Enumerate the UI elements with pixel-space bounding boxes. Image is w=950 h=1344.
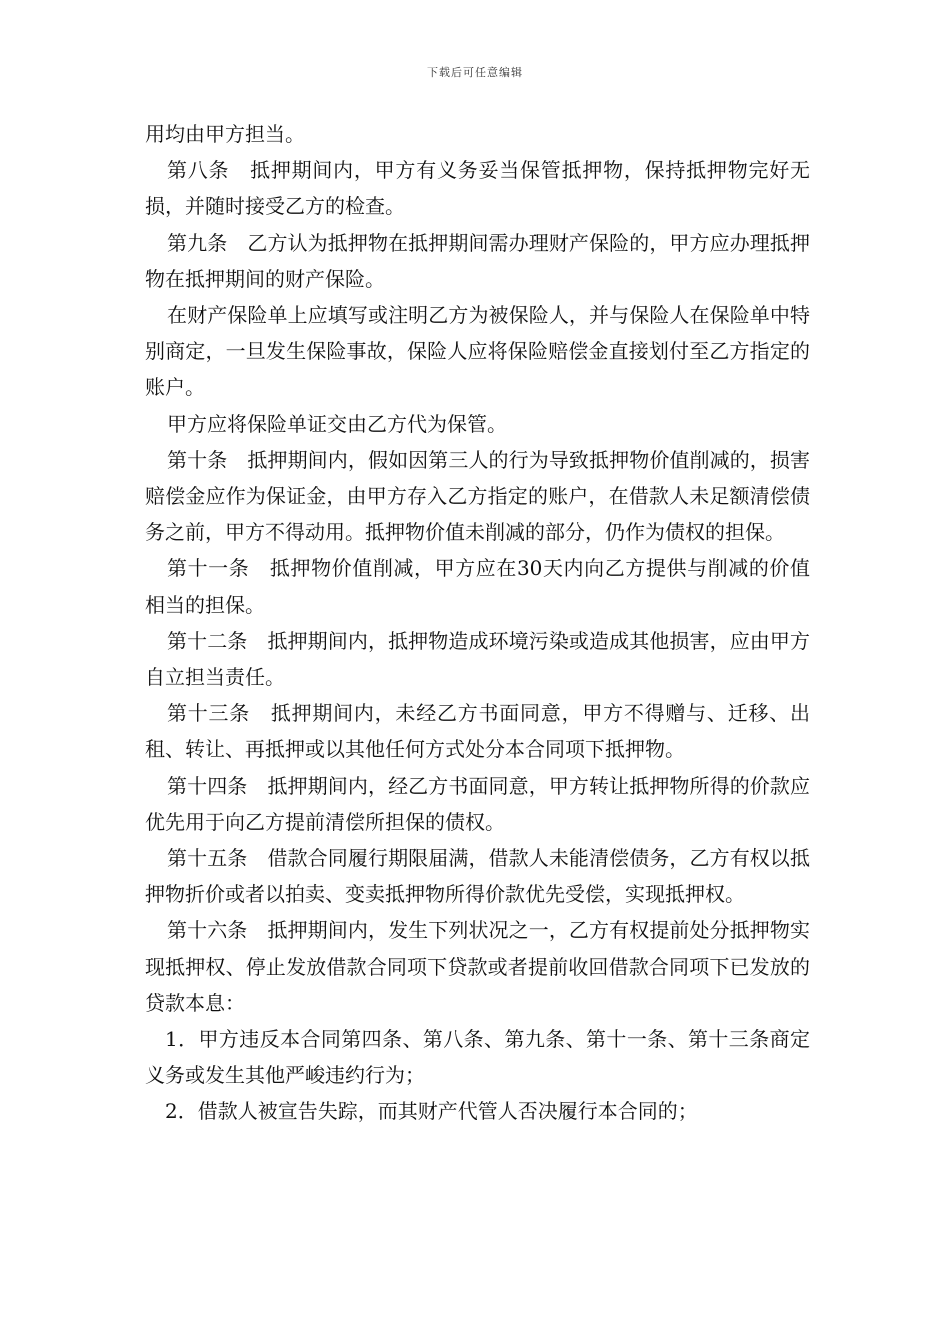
article-10: 第十条 抵押期间内，假如因第三人的行为导致抵押物价值削减的，损害赔偿金应作为保证金，由甲方存入乙方指定的账户，在借款人未足额清偿债务之前，甲方不得动用。抵押物价值未削减的部分，仍作为债权的担保。 xyxy=(145,447,810,545)
article-8: 第八条 抵押期间内，甲方有义务妥当保管抵押物，保持抵押物完好无损，并随时接受乙方的检查。 xyxy=(145,158,810,219)
article-15: 第十五条 借款合同履行期限届满，借款人未能清偿债务，乙方有权以抵押物折价或者以拍卖、变卖抵押物所得价款优先受偿，实现抵押权。 xyxy=(145,846,810,907)
article-9: 第九条 乙方认为抵押物在抵押期间需办理财产保险的，甲方应办理抵押物在抵押期间的财产保险。 xyxy=(145,230,810,291)
list-item-1: 1．甲方违反本合同第四条、第八条、第九条、第十一条、第十三条商定义务或发生其他严峻违约行为； xyxy=(145,1027,810,1088)
article-16: 第十六条 抵押期间内，发生下列状况之一，乙方有权提前处分抵押物实现抵押权、停止发放借款合同项下贷款或者提前收回借款合同项下已发放的贷款本息： xyxy=(145,918,810,1015)
document-body xyxy=(145,116,810,1130)
paragraph-continuation: 用均由甲方担当。 xyxy=(145,122,305,146)
article-12: 第十二条 抵押期间内，抵押物造成环境污染或造成其他损害，应由甲方自立担当责任。 xyxy=(145,628,810,690)
insurance-clause: 在财产保险单上应填写或注明乙方为被保险人，并与保险人在保险单中特别商定，一旦发生保险事故，保险人应将保险赔偿金直接划付至乙方指定的账户。 xyxy=(145,303,810,400)
article-14: 第十四条 抵押期间内，经乙方书面同意，甲方转让抵押物所得的价款应优先用于向乙方提前清偿所担保的债权。 xyxy=(145,773,810,834)
insurance-custody-clause: 甲方应将保险单证交由乙方代为保管。 xyxy=(167,411,507,436)
article-11: 第十一条 抵押物价值削减，甲方应在30天内向乙方提供与削减的价值相当的担保。 xyxy=(145,556,810,617)
list-item-2: 2．借款人被宣告失踪，而其财产代管人否决履行本合同的； xyxy=(165,1099,698,1124)
page-header: 下载后可任意编辑 xyxy=(427,66,523,79)
article-13: 第十三条 抵押期间内，未经乙方书面同意，甲方不得赠与、迁移、出租、转让、再抵押或以其他任何方式处分本合同项下抵押物。 xyxy=(145,701,810,762)
